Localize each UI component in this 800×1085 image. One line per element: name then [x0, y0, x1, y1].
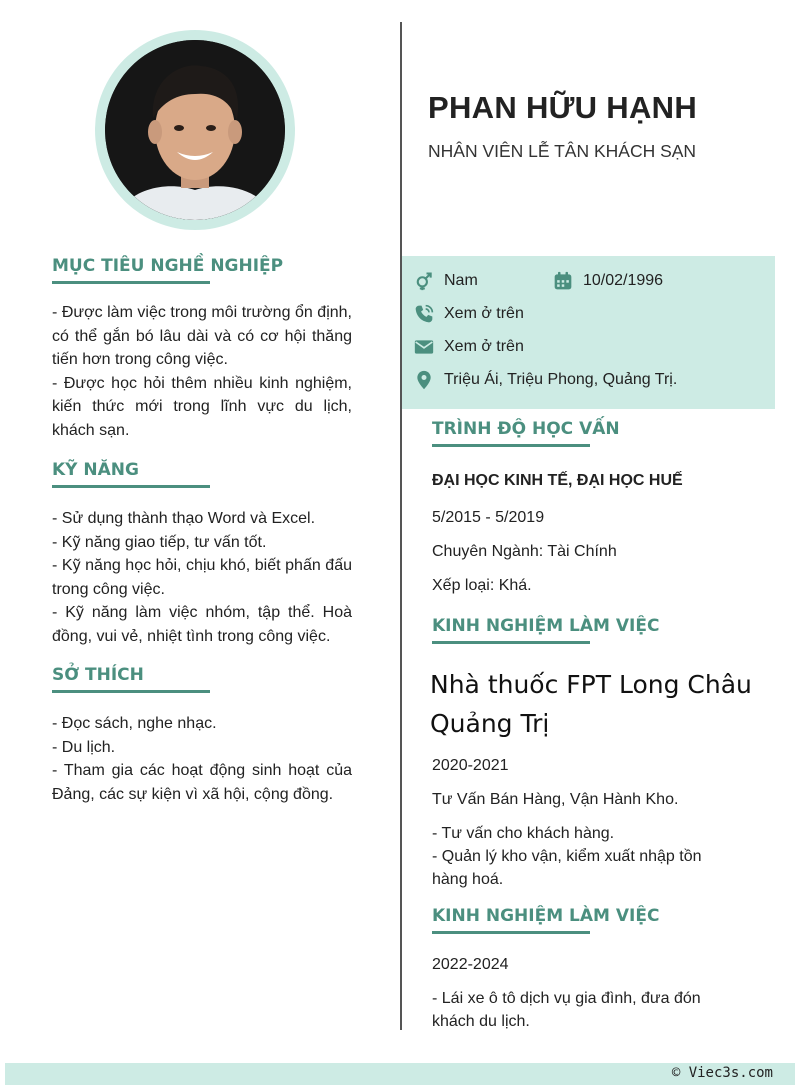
- column-divider: [400, 22, 402, 1030]
- skills-title: KỸ NĂNG: [52, 460, 139, 486]
- hobby-line: - Đọc sách, nghe nhạc.: [52, 715, 217, 732]
- experience-duty: - Lái xe ô tô dịch vụ gia đình, đưa đón khách du lịch.: [432, 990, 701, 1030]
- education-period: 5/2015 - 5/2019: [432, 509, 545, 526]
- gender-icon: [414, 271, 434, 291]
- experience-title-2: KINH NGHIỆM LÀM VIỆC: [432, 906, 659, 932]
- experience-section-2: [432, 906, 762, 1033]
- contact-box: [402, 256, 775, 409]
- location-pin-icon: [414, 370, 434, 390]
- gender-row: [414, 271, 478, 291]
- skill-line: - Sử dụng thành thạo Word và Excel.: [52, 510, 316, 527]
- experience-duty: - Quản lý kho vận, kiểm xuất nhập tồn hàng hoá.: [432, 848, 702, 888]
- phone-value: Xem ở trên: [444, 305, 524, 322]
- avatar-portrait: [105, 40, 285, 220]
- education-title: TRÌNH ĐỘ HỌC VẤN: [432, 419, 620, 445]
- experience-duty: - Tư vấn cho khách hàng.: [432, 825, 615, 842]
- objective-section: [52, 256, 352, 442]
- skill-line: - Kỹ năng làm việc nhóm, tập thể. Hoà đồng, vui vẻ, nhiệt tình trong công việc.: [52, 604, 352, 645]
- phone-row: [414, 304, 524, 324]
- hobby-line: - Du lịch.: [52, 738, 116, 756]
- hobby-line: - Tham gia các hoạt động sinh hoạt của Đảng, các sự kiện vì xã hội, cộng đồng.: [52, 762, 352, 803]
- calendar-icon: [553, 271, 573, 291]
- email-value: Xem ở trên: [444, 338, 524, 355]
- candidate-name: PHAN HỮU HẠNH: [428, 90, 698, 125]
- education-section: [432, 419, 762, 597]
- experience-role-1: Tư Vấn Bán Hàng, Vận Hành Kho.: [432, 791, 679, 808]
- skills-section: [52, 460, 352, 648]
- experience-title-1: KINH NGHIỆM LÀM VIỆC: [432, 616, 659, 642]
- objective-title: MỤC TIÊU NGHỀ NGHIỆP: [52, 256, 283, 282]
- experience-period-2: 2022-2024: [432, 956, 509, 973]
- email-row: [414, 337, 524, 357]
- objective-line: - Được làm việc trong môi trường ổn định, có thể gắn bó lâu dài và có cơ hội thăng tiến hơn trong công việc.: [52, 304, 352, 368]
- gender-value: Nam: [444, 272, 478, 289]
- education-grade: Xếp loại: Khá.: [432, 577, 532, 594]
- school-name: ĐẠI HỌC KINH TẾ, ĐẠI HỌC HUẾ: [432, 472, 683, 489]
- address-row: [414, 370, 677, 390]
- avatar: [105, 40, 285, 220]
- experience-section-1: [430, 616, 760, 891]
- birthday-row: [553, 271, 663, 291]
- phone-icon: [414, 304, 434, 324]
- address-value: Triệu Ái, Triệu Phong, Quảng Trị.: [444, 371, 678, 388]
- hobbies-section: [52, 665, 352, 806]
- footer-credit: © Viec3s.com: [671, 1065, 773, 1081]
- hobbies-title: SỞ THÍCH: [52, 665, 144, 691]
- footer-bar: [5, 1063, 795, 1085]
- experience-period-1: 2020-2021: [432, 757, 509, 774]
- skill-line: - Kỹ năng học hỏi, chịu khó, biết phấn đấu trong công việc.: [52, 557, 352, 598]
- job-title: NHÂN VIÊN LỄ TÂN KHÁCH SẠN: [428, 141, 697, 161]
- birthday-value: 10/02/1996: [583, 272, 664, 289]
- education-major: Chuyên Ngành: Tài Chính: [432, 543, 617, 560]
- mail-icon: [414, 337, 434, 357]
- skill-line: - Kỹ năng giao tiếp, tư vấn tốt.: [52, 533, 267, 551]
- company-name: Nhà thuốc FPT Long Châu Quảng Trị: [430, 670, 752, 738]
- avatar-frame: [95, 30, 295, 230]
- objective-line: - Được học hỏi thêm nhiều kinh nghiệm, kiến thức mới trong lĩnh vực du lịch, khách sạn.: [52, 374, 352, 439]
